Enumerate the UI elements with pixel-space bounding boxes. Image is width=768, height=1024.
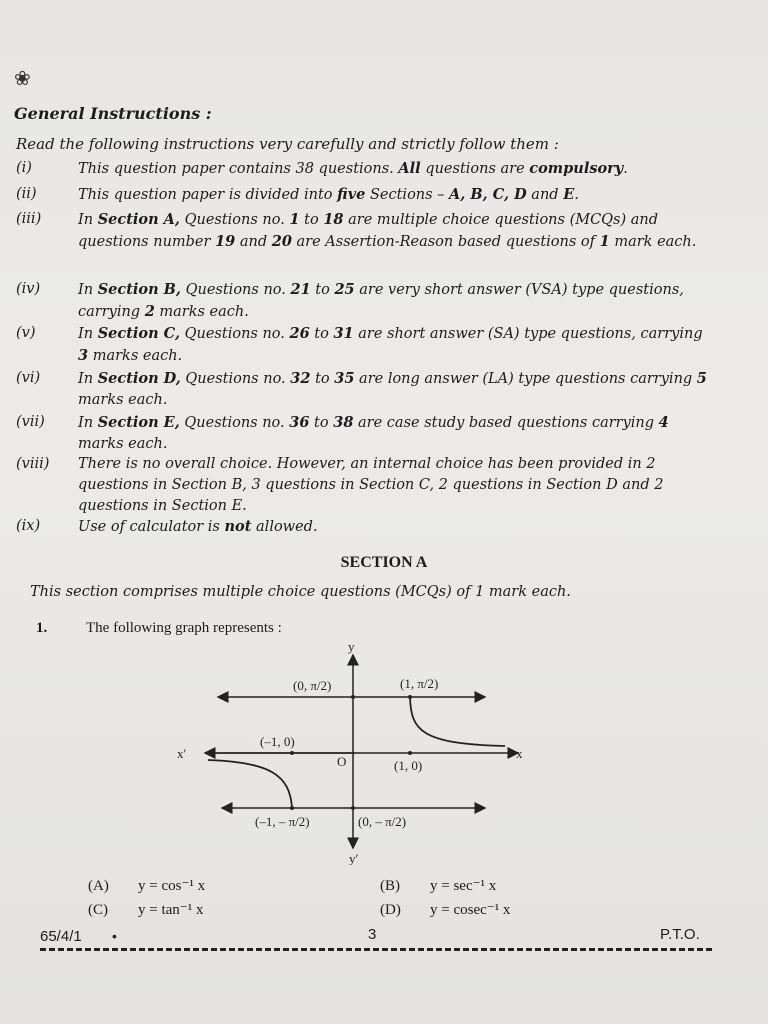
- label-p1: (0, π/2): [293, 678, 332, 693]
- label-x: x: [516, 746, 523, 761]
- instruction-text: There is no overall choice. However, an internal choice has been provided in 2 questions in Section B, 3 questions in Section C, 2 questions in Section D and 2 questions in Section E.: [78, 456, 664, 514]
- instruction-number: (i): [16, 160, 32, 176]
- option-label: (B): [380, 878, 400, 894]
- point-marker: [351, 695, 355, 699]
- instruction-item: [16, 209, 712, 253]
- instruction-item: [16, 412, 712, 455]
- option-text: y = sec⁻¹ x: [430, 878, 497, 894]
- instruction-number: (v): [16, 325, 36, 341]
- option-text: y = tan⁻¹ x: [138, 902, 204, 918]
- instruction-number: (iii): [16, 211, 42, 227]
- point-marker: [408, 695, 412, 699]
- option-text: y = cos⁻¹ x: [138, 878, 206, 894]
- instruction-item: [16, 158, 712, 180]
- label-y: y: [348, 640, 355, 654]
- label-p2: (1, π/2): [400, 676, 439, 691]
- footer-divider: [40, 948, 712, 951]
- point-marker: [290, 751, 294, 755]
- instruction-text: In Section C, Questions no. 26 to 31 are short answer (SA) type questions, carrying 3 marks each.: [78, 325, 703, 364]
- point-marker: [408, 751, 412, 755]
- question-number: 1.: [36, 620, 48, 636]
- option-text: y = cosec⁻¹ x: [430, 902, 511, 918]
- instruction-item: [16, 279, 712, 323]
- label-p3: (–1, 0): [260, 734, 295, 749]
- question-text: The following graph represents :: [86, 620, 282, 636]
- instruction-text: In Section A, Questions no. 1 to 18 are multiple choice questions (MCQs) and questions number 19 and 20 are Assertion-Reason based questions of 1 mark each.: [78, 211, 697, 250]
- label-x-neg: x′: [177, 746, 187, 761]
- curve-right-branch: [410, 697, 505, 746]
- question-graph: [150, 640, 550, 865]
- instruction-item: [16, 323, 712, 367]
- instruction-number: (vi): [16, 370, 41, 386]
- option-a[interactable]: [88, 876, 205, 895]
- instruction-item: [16, 368, 712, 411]
- footer-star: •: [112, 928, 117, 944]
- option-label: (D): [380, 902, 401, 918]
- page-number: 3: [368, 926, 377, 943]
- instruction-number: (vii): [16, 414, 45, 430]
- option-label: (A): [88, 878, 109, 894]
- label-origin: O: [337, 754, 347, 769]
- option-label: (C): [88, 902, 108, 918]
- instruction-text: In Section E, Questions no. 36 to 38 are case study based questions carrying 4 marks each.: [78, 414, 669, 452]
- instructions-intro: Read the following instructions very carefully and strictly follow them :: [16, 135, 559, 153]
- instruction-text: In Section B, Questions no. 21 to 25 are very short answer (VSA) type questions, carrying 2 marks each.: [78, 281, 684, 320]
- label-p6: (0, – π/2): [358, 814, 407, 829]
- paper-code: 65/4/1: [40, 928, 82, 945]
- label-y-neg: y′: [349, 851, 359, 865]
- graph-svg: [150, 640, 550, 865]
- instruction-number: (ii): [16, 186, 37, 202]
- option-d[interactable]: [380, 900, 510, 919]
- instruction-number: (viii): [16, 456, 50, 472]
- flourish-icon: ❀: [14, 66, 31, 90]
- instruction-item: [16, 516, 712, 538]
- instruction-text: This question paper contains 38 questions. All questions are compulsory.: [78, 160, 628, 177]
- label-p5: (–1, – π/2): [255, 814, 310, 829]
- point-marker: [290, 806, 294, 810]
- section-description: This section comprises multiple choice questions (MCQs) of 1 mark each.: [30, 584, 571, 600]
- instruction-text: In Section D, Questions no. 32 to 35 are long answer (LA) type questions carrying 5 marks each.: [78, 370, 707, 408]
- option-b[interactable]: [380, 876, 496, 895]
- instruction-number: (iv): [16, 281, 41, 297]
- instruction-text: Use of calculator is not allowed.: [78, 518, 318, 535]
- label-p4: (1, 0): [394, 758, 423, 773]
- instruction-item: [16, 454, 712, 517]
- instructions-title: General Instructions :: [14, 104, 212, 123]
- instruction-text: This question paper is divided into five Sections – A, B, C, D and E.: [78, 186, 579, 203]
- instruction-item: [16, 184, 712, 206]
- pto-text: P.T.O.: [660, 926, 700, 943]
- curve-left-branch: [208, 760, 292, 808]
- point-marker: [351, 806, 355, 810]
- instruction-number: (ix): [16, 518, 41, 534]
- section-title: SECTION A: [340, 554, 428, 571]
- option-c[interactable]: [88, 900, 203, 919]
